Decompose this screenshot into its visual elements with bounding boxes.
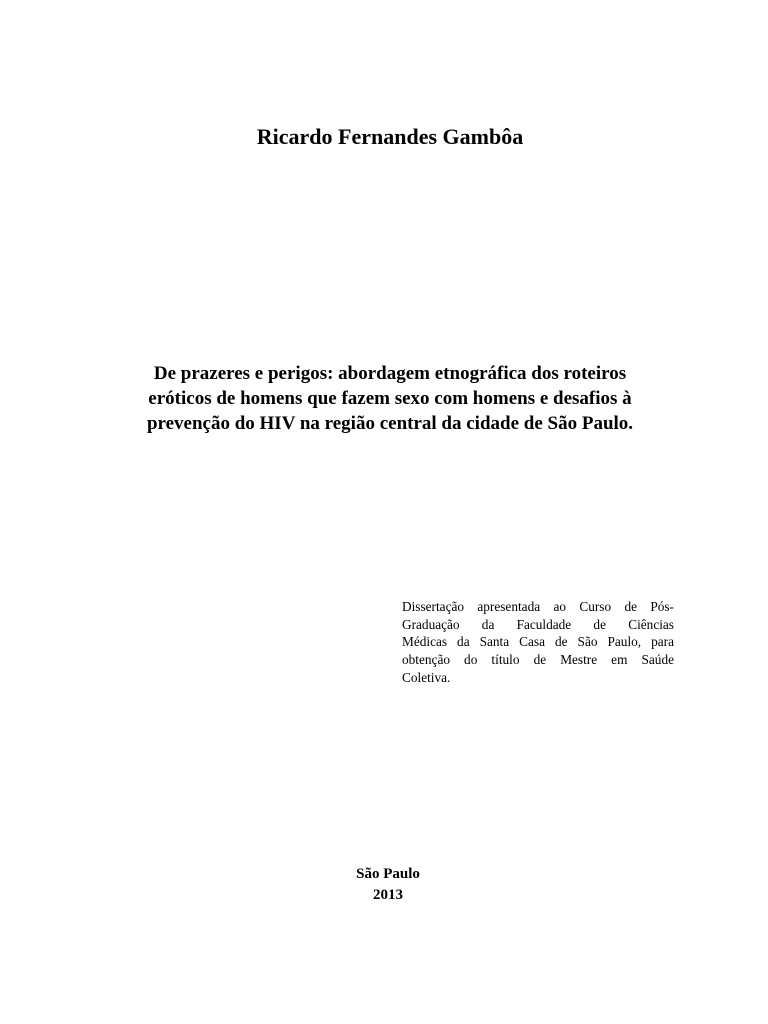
author-name: Ricardo Fernandes Gambôa [256,124,524,149]
year: 2013 [373,887,403,903]
title-line: eróticos de homens que fazem sexo com homens e desafios à [148,388,632,409]
description-line: Médicas da Santa Casa de São Paulo, para [402,634,674,650]
description-line: Coletiva. [402,669,451,685]
dissertation-title [120,361,660,436]
title-line: De prazeres e perigos: abordagem etnográfica dos roteiros [153,363,627,384]
description-line: Graduação da Faculdade de Ciências [402,616,674,632]
dissertation-description [402,598,674,687]
title-line: prevenção do HIV na região central da cidade de São Paulo. [146,413,634,434]
city: São Paulo [356,866,420,882]
place-and-date [0,864,768,906]
description-line: Dissertação apresentada ao Curso de Pós- [402,599,674,614]
description-line: obtenção do título de Mestre em Saúde [402,652,674,668]
